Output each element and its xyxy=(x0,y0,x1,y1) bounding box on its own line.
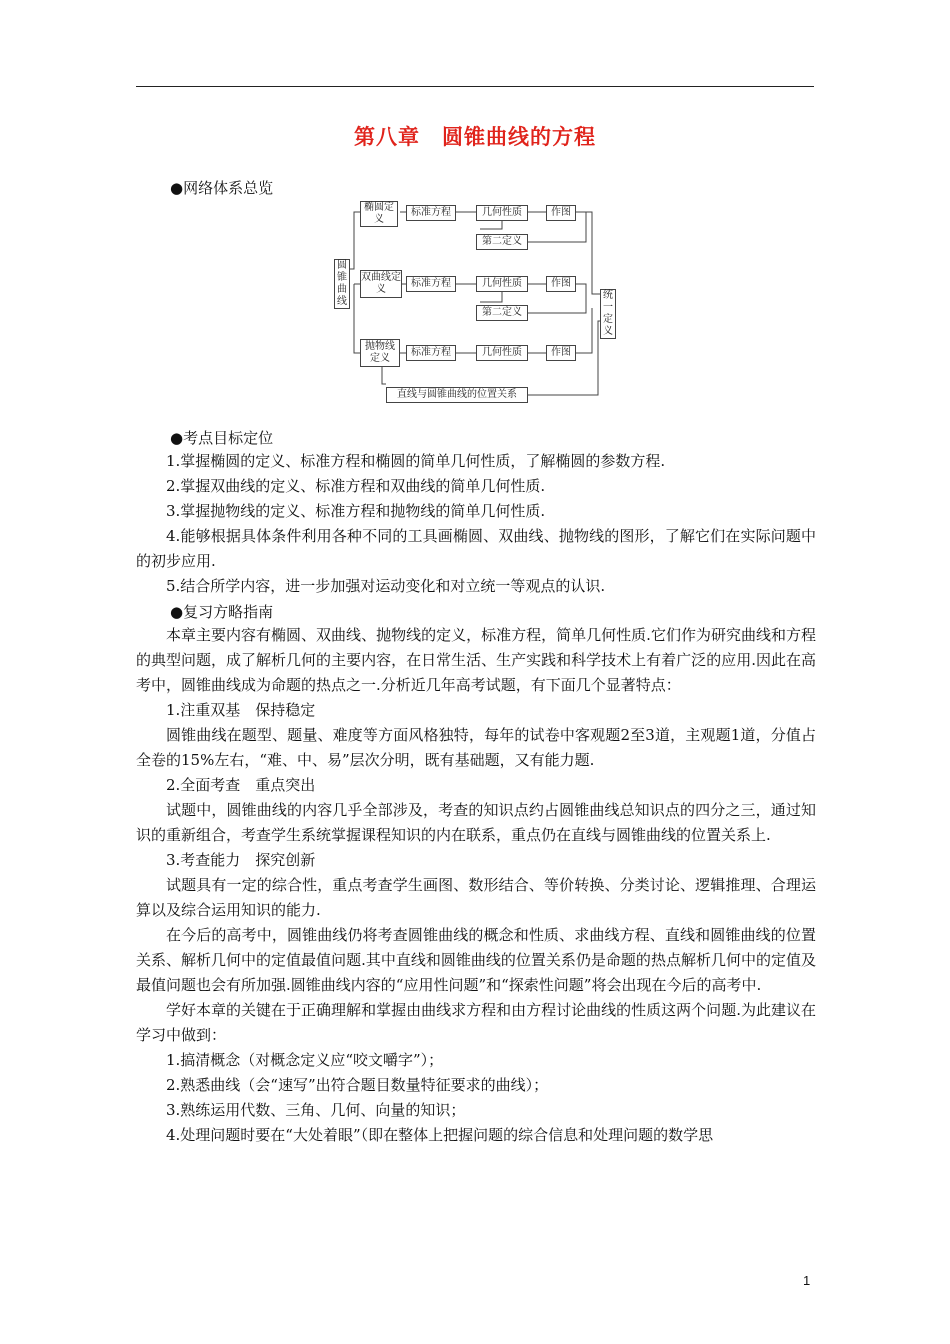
diagram-node-parabola-geo: 几何性质 xyxy=(476,345,528,361)
target-item-1: 1.掌握椭圆的定义、标准方程和椭圆的简单几何性质，了解椭圆的参数方程. xyxy=(166,452,666,470)
diagram-node-ellipse-draw: 作图 xyxy=(546,205,576,221)
advice-item-4: 4.处理问题时要在“大处着眼”（即在整体上把握问题的综合信息和处理问题的数学思 xyxy=(166,1126,714,1144)
diagram-node-hyperbola-second-def: 第二定义 xyxy=(476,305,528,321)
key-advice-intro: 学好本章的关键在于正确理解和掌握由曲线求方程和由方程讨论曲线的性质这两个问题.为此建议在学习中做到： xyxy=(136,1001,816,1044)
diagram-node-ellipse-std-eq: 标准方程 xyxy=(406,205,456,221)
chapter-title: 第八章 圆锥曲线的方程 xyxy=(354,124,596,149)
section-network-heading: ●网络体系总览 xyxy=(170,179,274,197)
target-item-5: 5.结合所学内容，进一步加强对运动变化和对立统一等观点的认识. xyxy=(166,577,606,595)
diagram-node-ellipse-def: 椭圆定义 xyxy=(360,201,398,227)
concept-diagram xyxy=(330,196,630,406)
page-number: 1 xyxy=(803,1273,811,1288)
diagram-node-line-relation: 直线与圆锥曲线的位置关系 xyxy=(386,387,528,403)
diagram-node-hyperbola-std-eq: 标准方程 xyxy=(406,276,456,292)
advice-item-2: 2.熟悉曲线（会“速写”出符合题目数量特征要求的曲线）； xyxy=(166,1076,549,1094)
advice-item-3: 3.熟练运用代数、三角、几何、向量的知识； xyxy=(166,1101,466,1119)
strategy-intro: 本章主要内容有椭圆、双曲线、抛物线的定义，标准方程，简单几何性质.它们作为研究曲线和方程的典型问题，成了解析几何的主要内容，在日常生活、生产实践和科学技术上有着广泛的应用.因此在高考中，圆锥曲线成为命题的热点之一.分析近几年高考试题，有下面几个显著特点： xyxy=(136,626,816,694)
header-rule xyxy=(136,86,814,87)
diagram-node-parabola-std-eq: 标准方程 xyxy=(406,345,456,361)
diagram-node-root: 圆锥曲线 xyxy=(334,259,350,309)
target-item-3: 3.掌握抛物线的定义、标准方程和抛物线的简单几何性质. xyxy=(166,502,546,520)
section-targets-heading: ●考点目标定位 xyxy=(170,429,274,447)
feature-3-heading: 3.考查能力 探究创新 xyxy=(166,851,316,869)
diagram-node-parabola-draw: 作图 xyxy=(546,345,576,361)
feature-1-heading: 1.注重双基 保持稳定 xyxy=(166,701,316,719)
diagram-node-ellipse-second-def: 第二定义 xyxy=(476,234,528,250)
feature-3-body: 试题具有一定的综合性，重点考查学生画图、数形结合、等价转换、分类讨论、逻辑推理、合理运算以及综合运用知识的能力. xyxy=(136,876,816,919)
diagram-node-unified-def: 统一定义 xyxy=(600,289,616,339)
future-outlook: 在今后的高考中，圆锥曲线仍将考查圆锥曲线的概念和性质、求曲线方程、直线和圆锥曲线的位置关系、解析几何中的定值最值问题.其中直线和圆锥曲线的位置关系仍是命题的热点解析几何中的定值及最值问题也会有所加强.圆锥曲线内容的“应用性问题”和“探索性问题”将会出现在今后的高考中. xyxy=(136,926,816,994)
diagram-node-hyperbola-geo: 几何性质 xyxy=(476,276,528,292)
diagram-node-hyperbola-def: 双曲线定义 xyxy=(360,270,402,298)
diagram-connectors xyxy=(330,196,630,406)
advice-item-1: 1.搞清概念（对概念定义应“咬文嚼字”）； xyxy=(166,1051,444,1069)
diagram-node-parabola-def: 抛物线定义 xyxy=(360,339,400,367)
target-item-4: 4.能够根据具体条件利用各种不同的工具画椭圆、双曲线、抛物线的图形，了解它们在实际问题中的初步应用. xyxy=(136,527,816,570)
diagram-node-hyperbola-draw: 作图 xyxy=(546,276,576,292)
targets-list xyxy=(136,449,816,599)
target-item-2: 2.掌握双曲线的定义、标准方程和双曲线的简单几何性质. xyxy=(166,477,546,495)
feature-1-body: 圆锥曲线在题型、题量、难度等方面风格独特，每年的试卷中客观题2至3道，主观题1道，分值占全卷的15%左右，“难、中、易”层次分明，既有基础题，又有能力题. xyxy=(136,726,816,769)
feature-2-heading: 2.全面考查 重点突出 xyxy=(166,776,316,794)
diagram-node-ellipse-geo: 几何性质 xyxy=(476,205,528,221)
strategy-body xyxy=(136,623,816,1148)
feature-2-body: 试题中，圆锥曲线的内容几乎全部涉及，考查的知识点约占圆锥曲线总知识点的四分之三，通过知识的重新组合，考查学生系统掌握课程知识的内在联系，重点仍在直线与圆锥曲线的位置关系上. xyxy=(136,801,816,844)
section-strategy-heading: ●复习方略指南 xyxy=(170,603,274,621)
